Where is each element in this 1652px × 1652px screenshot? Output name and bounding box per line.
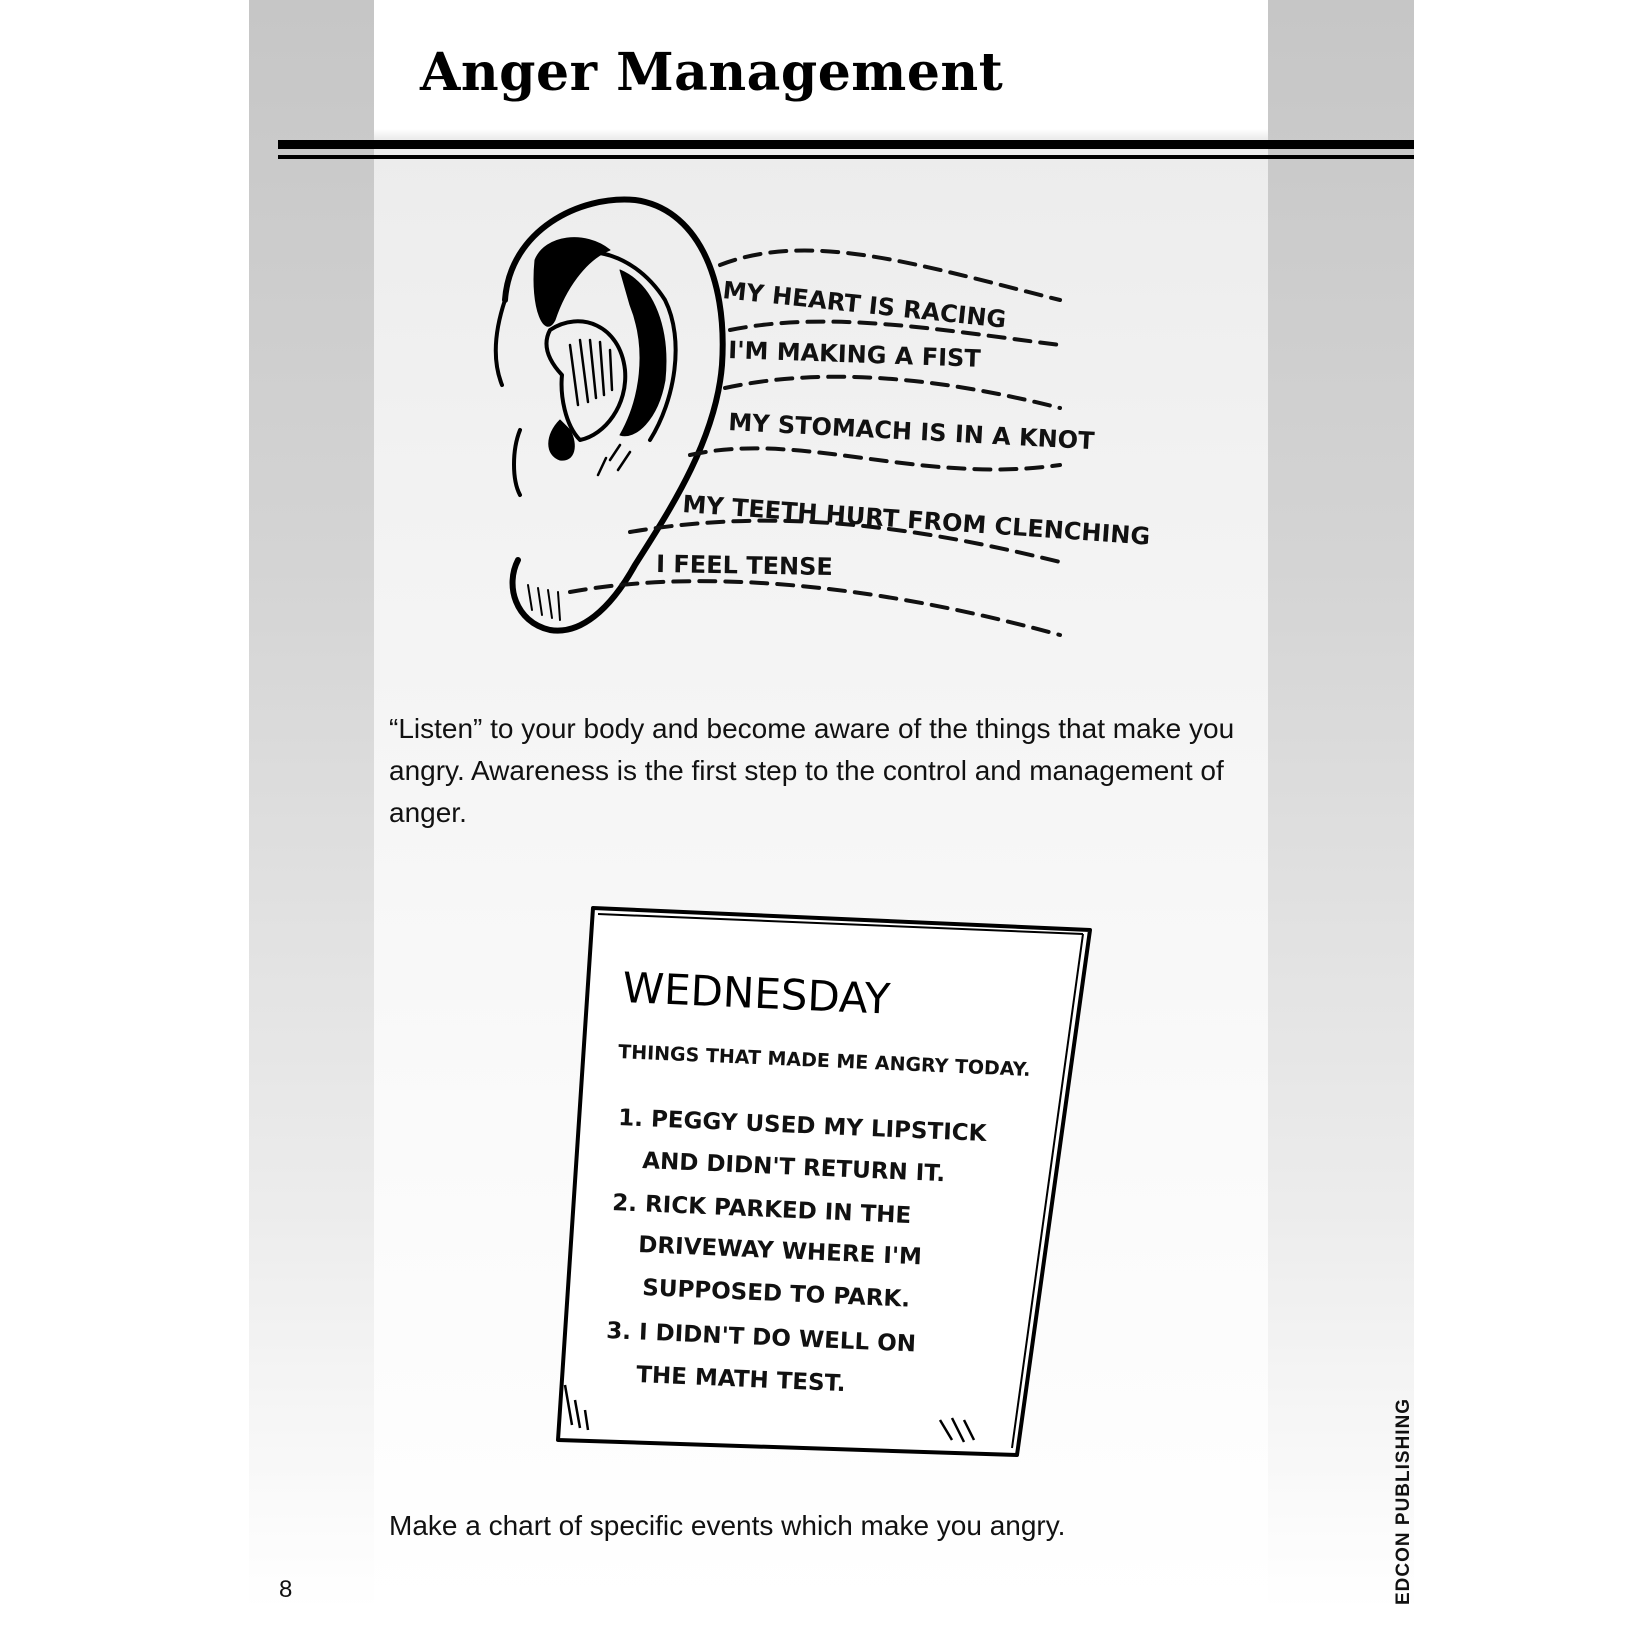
ear-label: I FEEL TENSE (655, 550, 834, 582)
note-illustration (550, 900, 1100, 1470)
left-gray-band (249, 0, 374, 1610)
note-line: AND DIDN'T RETURN IT. (641, 1148, 946, 1188)
right-gray-band (1268, 0, 1414, 1610)
chart-instruction: Make a chart of specific events which make you angry. (389, 1510, 1066, 1541)
note-subtitle: THINGS THAT MADE ME ANGRY TODAY. (617, 1041, 1031, 1081)
note-line: 2. RICK PARKED IN THE (611, 1190, 912, 1230)
ear-label: MY STOMACH IS IN A KNOT (727, 408, 1096, 456)
ear-label: I'M MAKING A FIST (727, 336, 982, 373)
publisher-label: EDCON PUBLISHING (1393, 1397, 1414, 1605)
note-line: 1. PEGGY USED MY LIPSTICK (617, 1105, 987, 1148)
note-line: 3. I DIDN'T DO WELL ON (605, 1318, 917, 1358)
listen-paragraph: “Listen” to your body and become aware of the things that make you angry. Awareness is the first step to the control and management of anger. (389, 713, 1235, 828)
ear-label: MY TEETH HURT FROM CLENCHING (681, 490, 1152, 551)
note-day: WEDNESDAY (621, 963, 892, 1024)
ear-illustration (470, 190, 1230, 690)
note-line: THE MATH TEST. (635, 1362, 847, 1398)
page-title: Anger Management (420, 42, 1004, 103)
title-rule-thick (278, 140, 1414, 149)
note-line: SUPPOSED TO PARK. (641, 1275, 911, 1313)
page-number: 8 (279, 1576, 293, 1603)
note-line: DRIVEWAY WHERE I'M (637, 1232, 923, 1271)
ear-label: MY HEART IS RACING (721, 276, 1008, 334)
title-rule-thin (278, 155, 1414, 159)
